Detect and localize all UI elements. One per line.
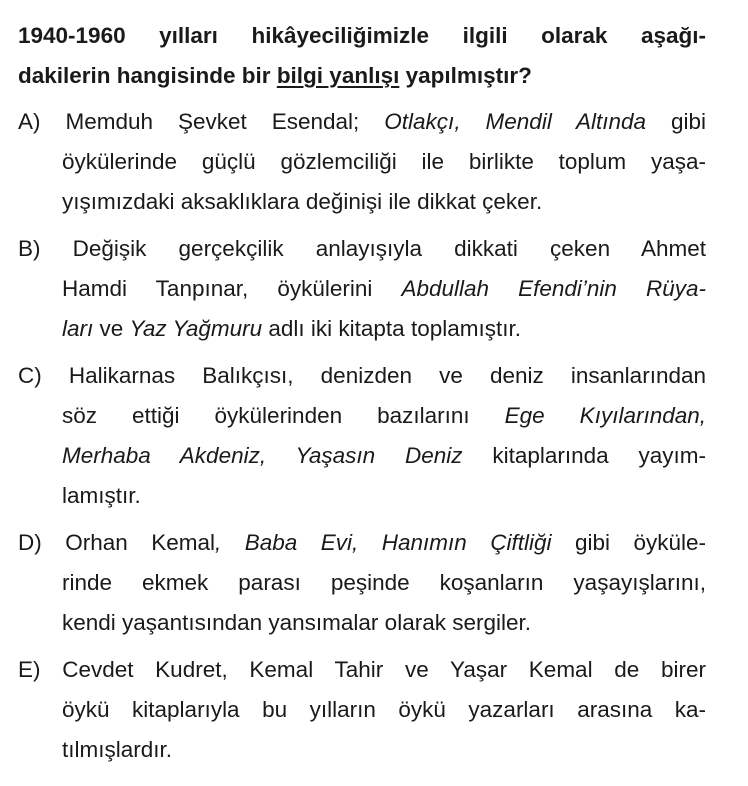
option-e-letter: E)	[18, 657, 41, 682]
question-card	[18, 16, 706, 777]
option-a-text: Memduh Şevket Esendal;	[40, 109, 385, 134]
option-c-text-2: söz ettiği öykülerinden bazılarını	[62, 403, 505, 428]
option-e-line-3: tılmışlardır.	[62, 737, 173, 762]
option-d-line-2: rinde ekmek parası peşinde koşanların yaşayışlarını,	[62, 570, 706, 595]
option-a-italic-titles: Otlakçı, Mendil Altında	[384, 109, 647, 134]
question-underlined-phrase: bilgi yanlışı	[276, 63, 400, 88]
option-b-italic-title-2: Yaz Yağmuru	[129, 316, 263, 341]
option-b-line-1	[18, 229, 706, 269]
option-b[interactable]	[18, 229, 706, 349]
option-b-italic-title-1: Abdullah Efendi’nin Rüya-	[401, 276, 706, 301]
option-c-line-4: lamıştır.	[62, 483, 141, 508]
option-c[interactable]	[18, 356, 706, 516]
question-stem	[18, 16, 706, 96]
option-d-text-tail: gibi öyküle-	[551, 530, 707, 555]
option-d-letter: D)	[18, 530, 42, 555]
option-b-text-2: Hamdi Tanpınar, öykülerini	[62, 276, 402, 301]
option-e-line-2: öykü kitaplarıyla bu yılların öykü yazarları arasına ka-	[62, 697, 706, 722]
option-c-text: Halikarnas Balıkçısı, denizden ve deniz insanlarından	[41, 363, 706, 388]
option-b-connector: ve	[93, 316, 130, 341]
option-b-text-tail: adlı iki kitapta toplamıştır.	[262, 316, 521, 341]
option-c-italic-title-1: Ege Kıyılarından,	[504, 403, 707, 428]
option-a-text-tail: gibi	[646, 109, 707, 134]
option-e-text: Cevdet Kudret, Kemal Tahir ve Yaşar Kemal de birer	[40, 657, 706, 682]
option-c-line-2	[62, 396, 706, 436]
question-line-2	[18, 56, 706, 96]
option-b-italic-title-1-end: ları	[62, 316, 94, 341]
option-b-letter: B)	[18, 236, 41, 261]
question-text-before: dakilerin hangisinde bir	[18, 63, 277, 88]
option-c-letter: C)	[18, 363, 42, 388]
option-a-line-2: öykülerinde güçlü gözlemciliği ile birlikte toplum yaşa-	[62, 149, 706, 174]
option-c-line-1	[18, 356, 706, 396]
option-c-italic-titles: Merhaba Akdeniz, Yaşasın Deniz	[62, 443, 463, 468]
question-line-1: 1940-1960 yılları hikâyeciliğimizle ilgili olarak aşağı-	[18, 23, 706, 48]
question-text-after: yapılmıştır?	[399, 63, 532, 88]
option-b-line-3	[62, 309, 706, 349]
option-b-line-2	[62, 269, 706, 309]
option-d[interactable]	[18, 523, 706, 643]
option-a-letter: A)	[18, 109, 41, 134]
option-e-line-1	[18, 650, 706, 690]
option-b-text: Değişik gerçekçilik anlayışıyla dikkati çeken Ahmet	[40, 236, 706, 261]
option-d-line-3: kendi yaşantısından yansımalar olarak sergiler.	[62, 610, 531, 635]
option-a-line-3: yışımızdaki aksaklıklara değinişi ile dikkat çeker.	[62, 189, 543, 214]
option-c-line-3	[62, 436, 706, 476]
option-d-text: Orhan Kemal	[41, 530, 216, 555]
option-a[interactable]	[18, 102, 706, 222]
option-a-line-1	[18, 102, 706, 142]
option-c-text-tail: kitaplarında yayım-	[462, 443, 707, 468]
option-e[interactable]	[18, 650, 706, 770]
option-d-line-1	[18, 523, 706, 563]
option-d-italic-titles: , Baba Evi, Hanımın Çiftliği	[215, 530, 552, 555]
